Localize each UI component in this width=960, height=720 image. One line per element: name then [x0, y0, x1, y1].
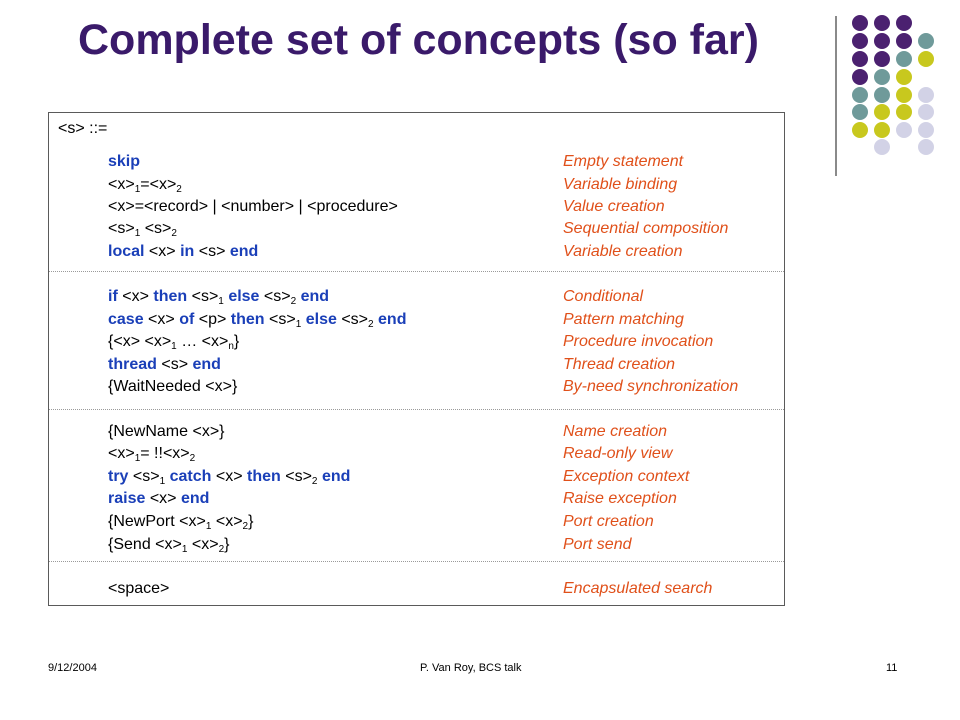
subscript: 1: [171, 341, 177, 352]
subscript: 2: [218, 544, 225, 555]
nonterminal: <x>: [148, 311, 175, 328]
operator: =: [140, 176, 150, 193]
concept-syntax: [108, 444, 195, 469]
keyword: end: [192, 356, 221, 373]
nonterminal: <s>: [144, 220, 172, 237]
nonterminal: <x>: [155, 536, 182, 553]
dot-yellow: [896, 69, 912, 85]
separator: |: [212, 198, 217, 215]
keyword: local: [108, 243, 145, 260]
brace: }: [231, 378, 238, 395]
nonterminal: <x>: [149, 490, 177, 507]
concept-row: [108, 535, 778, 557]
nonterminal: <x>: [191, 536, 219, 553]
dot-purple: [874, 51, 890, 67]
nonterminal: <s>: [191, 288, 219, 305]
nonterminal: <x>: [149, 176, 177, 193]
keyword: end: [229, 243, 259, 260]
nonterminal: <s>: [132, 468, 160, 485]
concept-description: Procedure invocation: [563, 333, 714, 350]
dot-lavender: [918, 122, 934, 138]
nonterminal: <x>: [144, 333, 172, 350]
nonterminal: <x>: [162, 445, 190, 462]
keyword: else: [228, 288, 260, 305]
ellipsis: …: [181, 333, 198, 350]
dot-teal: [896, 51, 912, 67]
section-separator: [49, 561, 784, 562]
section-separator: [49, 271, 784, 272]
dot-teal: [918, 33, 934, 49]
concept-row: [108, 422, 778, 444]
subscript: 1: [218, 296, 224, 307]
subscript: 1: [181, 544, 188, 555]
concept-description: Thread creation: [563, 356, 676, 373]
dot-yellow: [852, 122, 868, 138]
dot-lavender: [918, 139, 934, 155]
nonterminal: <x>: [179, 513, 206, 530]
dot-teal: [874, 69, 890, 85]
nonterminal: <x>: [108, 198, 135, 215]
nonterminal: <space>: [108, 580, 170, 597]
nonterminal: <procedure>: [307, 198, 398, 215]
subscript: 1: [205, 521, 212, 532]
concept-row: [108, 332, 778, 354]
dot-purple: [896, 33, 912, 49]
brace: {: [108, 378, 114, 395]
subscript: 1: [134, 453, 141, 464]
concept-description: Variable creation: [563, 243, 683, 260]
dot-lavender: [896, 122, 912, 138]
nonterminal: <x>: [148, 243, 176, 260]
concept-syntax: [108, 152, 140, 172]
nonterminal: <x>: [215, 513, 243, 530]
concept-syntax: [108, 219, 177, 244]
concept-description: Sequential composition: [563, 220, 729, 237]
builtin: Send: [113, 536, 151, 553]
concept-description: Exception context: [563, 468, 690, 485]
nonterminal: <x>: [201, 333, 229, 350]
keyword: try: [108, 468, 129, 485]
subscript: 2: [311, 476, 318, 487]
dot-yellow: [896, 87, 912, 103]
builtin: NewName: [113, 423, 189, 440]
concept-description: Port creation: [563, 513, 654, 530]
nonterminal: <x>: [108, 176, 135, 193]
concept-description: Empty statement: [563, 153, 684, 170]
nonterminal: <s>: [285, 468, 312, 485]
builtin: NewPort: [113, 513, 175, 530]
footer-center: P. Van Roy, BCS talk: [420, 662, 522, 674]
brace: }: [224, 536, 230, 553]
subscript: 2: [176, 184, 182, 195]
nonterminal: <s>: [263, 288, 291, 305]
operator: =: [134, 198, 145, 215]
concept-description: Read-only view: [563, 445, 673, 462]
subscript: 2: [189, 453, 196, 464]
operator: =: [140, 445, 150, 462]
subscript: 2: [290, 296, 297, 307]
concept-row: [108, 512, 778, 534]
slide-title: Complete set of concepts (so far): [78, 16, 759, 64]
nonterminal: <s>: [341, 311, 369, 328]
keyword: case: [108, 311, 144, 328]
keyword: thread: [108, 356, 157, 373]
concept-description: Name creation: [563, 423, 668, 440]
subscript: 2: [171, 228, 177, 239]
nonterminal: <x>: [215, 468, 243, 485]
concept-row: [108, 355, 778, 377]
concept-syntax: [108, 332, 239, 357]
concept-description: Raise exception: [563, 490, 677, 507]
keyword: raise: [108, 490, 146, 507]
concept-description: By-need synchronization: [563, 378, 739, 395]
brace: {: [108, 513, 114, 530]
nonterminal: <s>: [198, 243, 226, 260]
decorative-vertical-line: [835, 16, 837, 176]
keyword: else: [305, 311, 337, 328]
brace: {: [108, 536, 114, 553]
nonterminal: <record>: [144, 198, 209, 215]
concept-syntax: [108, 512, 253, 537]
keyword: end: [378, 311, 407, 328]
dot-teal: [874, 87, 890, 103]
dot-lavender: [918, 87, 934, 103]
nonterminal: <x>: [205, 378, 232, 395]
keyword: catch: [169, 468, 212, 485]
separator: |: [298, 198, 303, 215]
footer-page-number: 11: [886, 662, 898, 674]
dot-purple: [852, 15, 868, 31]
concept-syntax: [108, 535, 229, 560]
footer-date: 9/12/2004: [48, 662, 97, 674]
dot-purple: [852, 51, 868, 67]
subscript: 1: [134, 184, 141, 195]
dot-yellow: [874, 104, 890, 120]
keyword: in: [180, 243, 195, 260]
subscript: 2: [242, 521, 249, 532]
concept-description: Variable binding: [563, 176, 678, 193]
nonterminal: <s>: [108, 220, 135, 237]
nonterminal: <s>: [161, 356, 189, 373]
dot-purple: [896, 15, 912, 31]
brace: {: [108, 333, 114, 350]
keyword: end: [180, 490, 210, 507]
nonterminal: <s>: [269, 311, 296, 328]
subscript: 1: [295, 319, 302, 330]
concept-row: [108, 197, 778, 219]
subscript: 2: [368, 319, 374, 330]
keyword: then: [230, 311, 265, 328]
dot-purple: [874, 15, 890, 31]
concept-row: [108, 152, 778, 174]
concept-row: [108, 287, 778, 309]
concept-description: Port send: [563, 536, 632, 553]
concept-row: [108, 242, 778, 264]
keyword: of: [179, 311, 195, 328]
dot-teal: [852, 104, 868, 120]
concept-row: [108, 579, 778, 601]
dot-teal: [852, 87, 868, 103]
keyword: end: [300, 288, 330, 305]
concept-syntax: [108, 579, 169, 599]
dot-purple: [852, 69, 868, 85]
keyword: end: [321, 468, 351, 485]
brace: }: [233, 333, 240, 350]
concept-row: [108, 310, 778, 332]
concept-row: [108, 467, 778, 489]
dot-purple: [874, 33, 890, 49]
keyword: then: [153, 288, 188, 305]
dot-yellow: [918, 51, 934, 67]
concept-syntax: [108, 242, 258, 262]
dot-lavender: [918, 104, 934, 120]
concept-row: [108, 377, 778, 399]
concept-description: Pattern matching: [563, 311, 684, 328]
concept-syntax: [108, 287, 329, 312]
nonterminal: <number>: [221, 198, 295, 215]
keyword: if: [108, 288, 118, 305]
concept-syntax: [108, 355, 221, 375]
concept-syntax: [108, 489, 209, 509]
keyword: then: [247, 468, 281, 485]
concept-description: Value creation: [563, 198, 665, 215]
concept-row: [108, 444, 778, 466]
nonterminal: <p>: [198, 311, 227, 328]
dot-purple: [852, 33, 868, 49]
nonterminal: <x>: [108, 445, 135, 462]
subscript: 1: [134, 228, 141, 239]
concept-description: Encapsulated search: [563, 580, 713, 597]
nonterminal: <x>: [113, 333, 141, 350]
concept-syntax: [108, 377, 237, 397]
dot-yellow: [874, 122, 890, 138]
nonterminal: <x>: [192, 423, 220, 440]
concept-row: [108, 489, 778, 511]
keyword: skip: [108, 153, 141, 170]
operator: !!: [154, 445, 163, 462]
brace: {: [108, 423, 114, 440]
subscript: n: [228, 341, 234, 352]
concept-description: Conditional: [563, 288, 644, 305]
grammar-header: <s> ::=: [58, 120, 108, 137]
concept-syntax: [108, 197, 398, 217]
dot-lavender: [874, 139, 890, 155]
concept-row: [108, 219, 778, 241]
concept-syntax: [108, 422, 225, 442]
subscript: 1: [159, 476, 166, 487]
section-separator: [49, 409, 784, 410]
builtin: WaitNeeded: [113, 378, 201, 395]
dot-yellow: [896, 104, 912, 120]
concept-row: [108, 175, 778, 197]
nonterminal: <x>: [122, 288, 149, 305]
brace: }: [219, 423, 225, 440]
brace: }: [248, 513, 254, 530]
